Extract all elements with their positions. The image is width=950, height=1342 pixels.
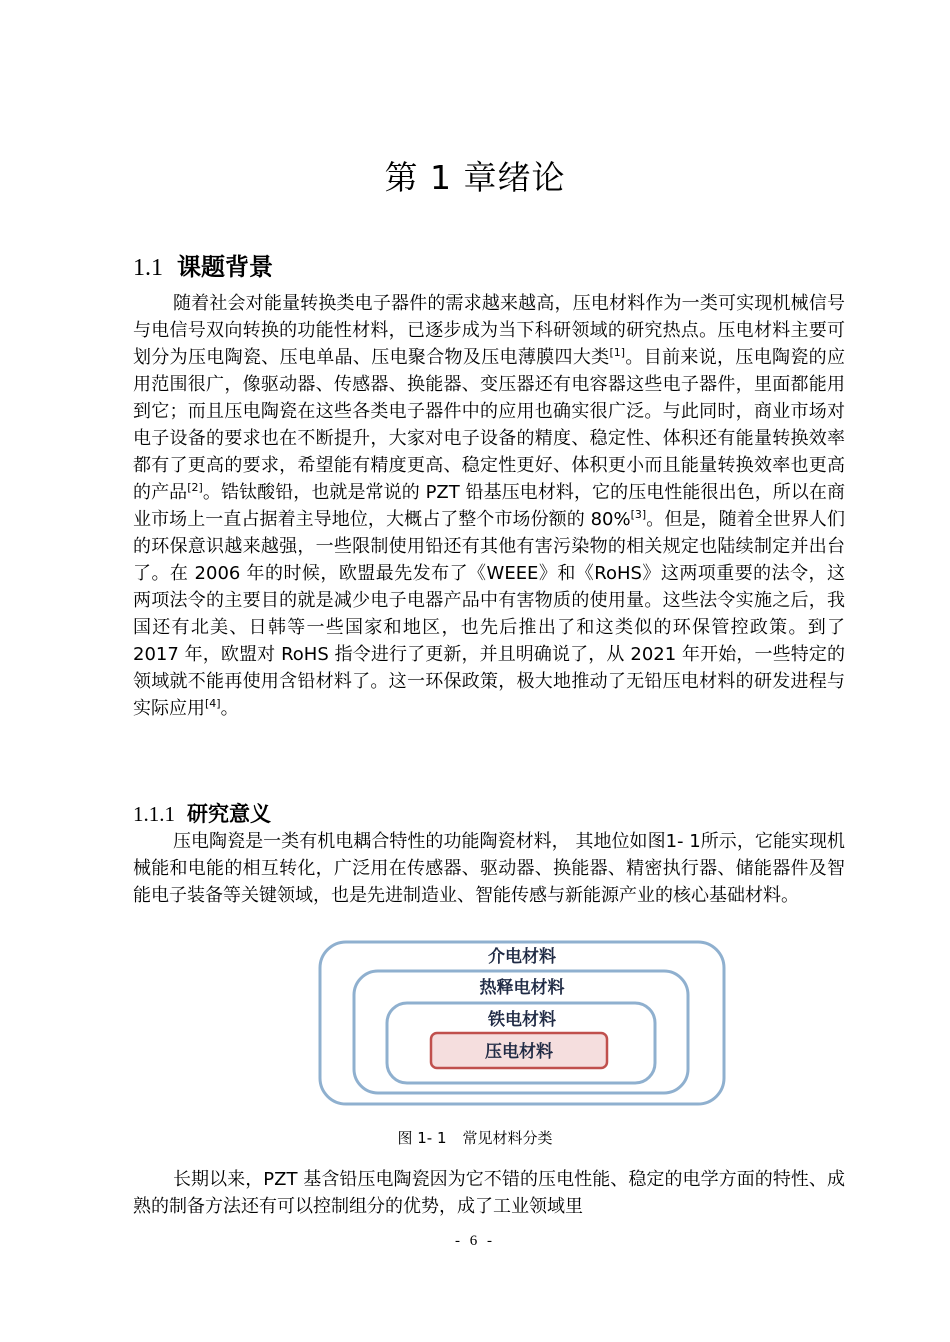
citation-ref: [1] bbox=[609, 346, 626, 359]
paragraph-significance: 压电陶瓷是一类有机电耦合特性的功能陶瓷材料， 其地位如图1- 1所示，它能实现机械能和电能的相互转化，广泛用在传感器、驱动器、换能器、精密执行器、储能器件及智能电子装备等关键领域，也是先进制造业、智能传感与新能源产业的核心基础材料。 bbox=[133, 831, 845, 906]
paragraph-background bbox=[133, 290, 845, 790]
section-number: 1.1 bbox=[133, 255, 163, 281]
section-title: 课题背景 bbox=[177, 253, 273, 281]
section-heading bbox=[133, 247, 273, 282]
figure-caption bbox=[0, 1127, 950, 1148]
label-dielectric: 介电材料 bbox=[488, 947, 556, 967]
paragraph-text: 。但是，随着全世界人们的环保意识越来越强，一些限制使用铅还有其他有害污染物的相关规定也陆续制定并出台了。在 2006 年的时候，欧盟最先发布了《WEEE》和《RoHS》这两项重要的法令，这两项法令的主要目的就是减少电子电器产品中有害物质的使用量。这些法令实施之后，我国还有北美、日韩等一些国家和地区，也先后推出了和这类似的环保管控政策。到了 2017 年，欧盟对 RoHS 指令进行了更新，并且明确说了，从 2021 年开始，一些特定的领域就不能再使用含铅材料了。这一环保政策，极大地推动了无铅压电材料的研发进程与实际应用 bbox=[133, 509, 845, 719]
subsection-title: 研究意义 bbox=[187, 802, 271, 826]
label-piezoelectric: 压电材料 bbox=[485, 1042, 553, 1062]
citation-ref: [3] bbox=[630, 508, 647, 521]
page-number: - 6 - bbox=[455, 1233, 495, 1249]
paragraph-pzt: 长期以来，PZT 基含铅压电陶瓷因为它不错的压电性能、稳定的电学方面的特性、成熟的制备方法还有可以控制组分的优势，成了工业领域里 bbox=[133, 1169, 845, 1217]
citation-ref: [2] bbox=[187, 481, 203, 494]
citation-ref: [4] bbox=[205, 697, 221, 710]
paragraph-text: 。锆钛酸铅，也就是常说的 PZT 铅基压电材料，它的压电性能很出色，所以在商业市场上一直占据着主导地位，大概占了整个市场份额的 80% bbox=[133, 482, 846, 530]
material-classification-diagram bbox=[318, 940, 726, 1106]
paragraph-text: 。 bbox=[220, 698, 239, 719]
chapter-title: 第 1 章绪论 bbox=[384, 158, 566, 197]
paragraph-text: 随着社会对能量转换类电子器件的需求越来越高，压电材料作为一类可实现机械信号与电信号双向转换的功能性材料，已逐步成为当下科研领域的研究热点。压电材料主要可划分为压电陶瓷、压电单晶、压电聚合物及压电薄膜四大类 bbox=[133, 293, 845, 368]
subsection-heading bbox=[133, 798, 271, 828]
label-pyroelectric: 热释电材料 bbox=[479, 978, 565, 998]
subsection-number: 1.1.1 bbox=[133, 802, 175, 826]
figure-caption-text: 常见材料分类 bbox=[462, 1129, 553, 1147]
label-ferroelectric: 铁电材料 bbox=[488, 1010, 556, 1030]
figure-number: 图 1- 1 bbox=[397, 1129, 447, 1147]
paragraph-text: 。目前来说，压电陶瓷的应用范围很广，像驱动器、传感器、换能器、变压器还有电容器这些电子器件，里面都能用到它；而且压电陶瓷在这些各类电子器件中的应用也确实很广泛。与此同时，商业市场对电子设备的要求也在不断提升，大家对电子设备的精度、稳定性、体积还有能量转换效率都有了更高的要求，希望能有精度更高、稳定性更好、体积更小而且能量转换效率也更高的产品 bbox=[133, 347, 846, 503]
